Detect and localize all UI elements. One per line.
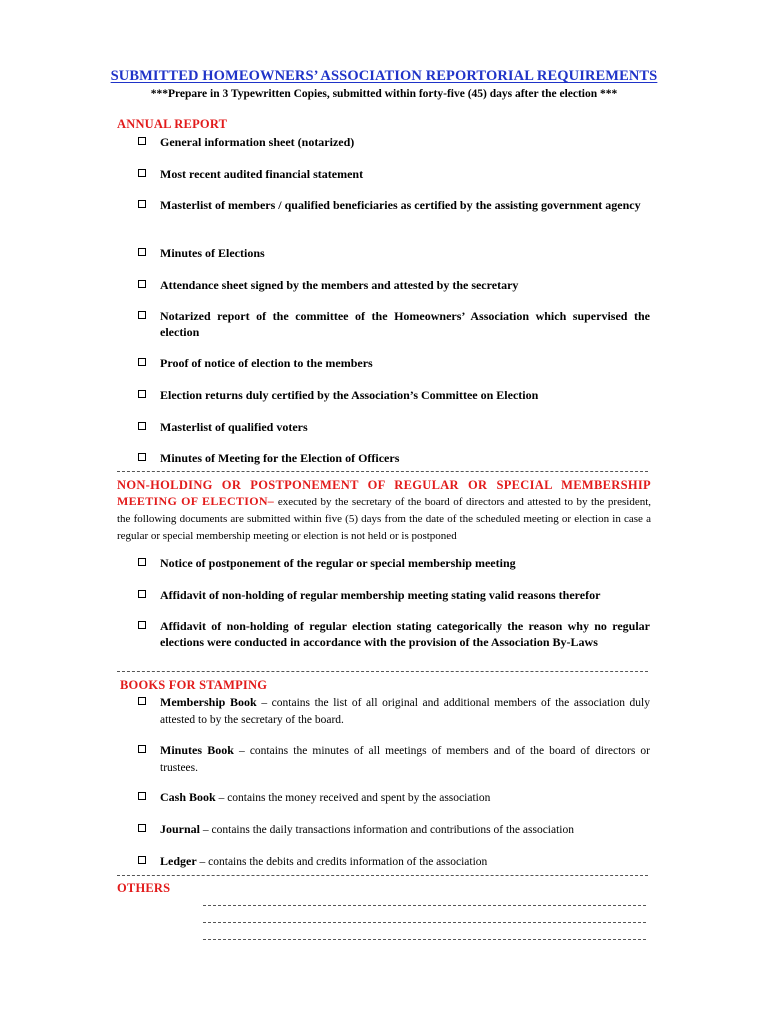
checkbox-icon [138, 792, 146, 800]
checklist-item: Notarized report of the committee of the Homeowners’ Association which supervised the election [138, 308, 650, 340]
section-divider [117, 671, 648, 672]
checkbox-icon [138, 621, 146, 629]
book-item: Cash Book – contains the money received and spent by the association [138, 789, 650, 806]
others-heading: OTHERS [117, 881, 171, 895]
book-item: Ledger – contains the debits and credits information of the association [138, 853, 650, 870]
non-holding-heading-cont: MEETING OF ELECTION [117, 494, 268, 508]
annual-report-heading: ANNUAL REPORT [117, 117, 228, 131]
book-item: Minutes Book – contains the minutes of all meetings of members and of the board of directors or trustees. [138, 742, 650, 776]
checklist-item: Proof of notice of election to the members [138, 355, 650, 371]
checkbox-icon [138, 856, 146, 864]
checkbox-icon [138, 453, 146, 461]
book-item: Membership Book – contains the list of all original and additional members of the association duly attested to by the secretary of the board. [138, 694, 650, 728]
checkbox-icon [138, 558, 146, 566]
checklist-item: Masterlist of members / qualified beneficiaries as certified by the assisting government agency [138, 197, 650, 213]
blank-line [203, 922, 646, 923]
document-title: SUBMITTED HOMEOWNERS’ ASSOCIATION REPORTORIAL REQUIREMENTS [110, 68, 658, 84]
checkbox-icon [138, 248, 146, 256]
checkbox-icon [138, 311, 146, 319]
checkbox-icon [138, 422, 146, 430]
section-divider [117, 471, 648, 472]
non-holding-heading: NON-HOLDING OR POSTPONEMENT OF REGULAR OR SPECIAL MEMBERSHIP [117, 478, 651, 492]
non-holding-paragraph: NON-HOLDING OR POSTPONEMENT OF REGULAR OR SPECIAL MEMBERSHIP MEETING OF ELECTION– executed by the secretary of the board of directors and attested to by the president, the following documents are submitted within five (5) days from the date of the scheduled meeting or election in case a regular or special membership meeting or election is not held or is postponed [117, 478, 652, 542]
checklist-item: Masterlist of qualified voters [138, 419, 650, 435]
document-subtitle: ***Prepare in 3 Typewritten Copies, submitted within forty-five (45) days after the election *** [150, 88, 618, 100]
checkbox-icon [138, 358, 146, 366]
checkbox-icon [138, 824, 146, 832]
checkbox-icon [138, 390, 146, 398]
checklist-item: Attendance sheet signed by the members and attested by the secretary [138, 277, 650, 293]
checklist-item: General information sheet (notarized) [138, 134, 650, 150]
checkbox-icon [138, 137, 146, 145]
checklist-item: Minutes of Meeting for the Election of Officers [138, 450, 650, 466]
book-item: Journal – contains the daily transactions information and contributions of the association [138, 821, 650, 838]
checkbox-icon [138, 280, 146, 288]
checkbox-icon [138, 169, 146, 177]
checklist-item: Notice of postponement of the regular or special membership meeting [138, 555, 650, 571]
checklist-item: Affidavit of non-holding of regular membership meeting stating valid reasons therefor [138, 587, 650, 603]
checkbox-icon [138, 200, 146, 208]
checkbox-icon [138, 697, 146, 705]
non-holding-description: executed by the secretary of the board of directors and attested to by the president, the following documents are submitted within five (5) days from the date of the scheduled meeting or election in case a regular or special membership meeting or election is not held or is postponed [117, 496, 652, 542]
checklist-item: Most recent audited financial statement [138, 166, 650, 182]
checklist-item: Minutes of Elections [138, 245, 650, 261]
checkbox-icon [138, 590, 146, 598]
checklist-item: Affidavit of non-holding of regular election stating categorically the reason why no regular elections were conducted in accordance with the provision of the Association By-Laws [138, 618, 650, 650]
blank-line [203, 905, 646, 906]
checklist-item: Election returns duly certified by the Association’s Committee on Election [138, 387, 650, 403]
section-divider [117, 875, 648, 876]
checkbox-icon [138, 745, 146, 753]
blank-line [203, 939, 646, 940]
books-heading: BOOKS FOR STAMPING [120, 678, 268, 692]
